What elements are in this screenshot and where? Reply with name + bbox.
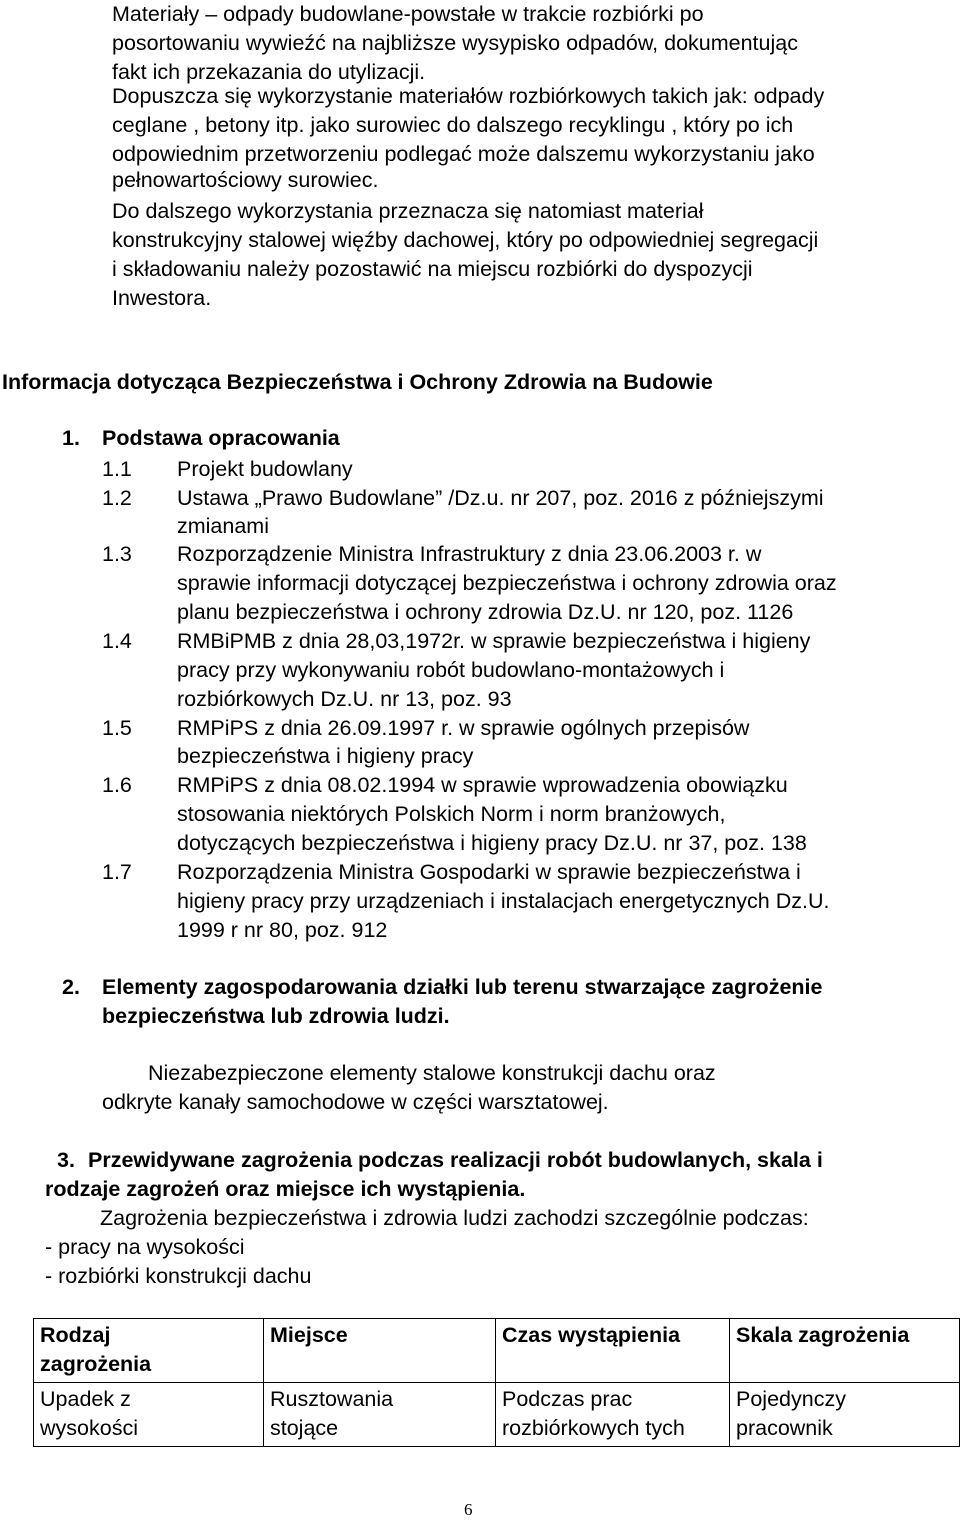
text-line: Do dalszego wykorzystania przeznacza się natomiast materiał	[112, 199, 704, 223]
list-item-number: 1.6	[102, 773, 132, 797]
section-body-text: Niezabezpieczone elementy stalowe konstrukcji dachu oraz	[148, 1061, 716, 1085]
section-heading: Przewidywane zagrożenia podczas realizacji robót budowlanych, skala i	[88, 1148, 823, 1172]
cell-text: wysokości	[40, 1416, 138, 1440]
table-cell	[34, 1383, 264, 1447]
table-header-cell	[496, 1319, 730, 1383]
list-item-text: Rozporządzenia Ministra Gospodarki w sprawie bezpieczeństwa i	[177, 860, 801, 884]
list-item-text: dotyczących bezpieczeństwa i higieny pracy Dz.U. nr 37, poz. 138	[177, 831, 807, 855]
section-heading: Podstawa opracowania	[102, 426, 340, 450]
section-heading: bezpieczeństwa lub zdrowia ludzi.	[102, 1004, 450, 1028]
section-body-text: odkryte kanały samochodowe w części warsztatowej.	[102, 1090, 609, 1114]
table-header-cell	[264, 1319, 496, 1383]
list-item-text: bezpieczeństwa i higieny pracy	[177, 744, 474, 768]
list-item-text: planu bezpieczeństwa i ochrony zdrowia Dz.U. nr 120, poz. 1126	[177, 600, 794, 624]
cell-text: Rusztowania	[270, 1387, 394, 1411]
text-line: konstrukcyjny stalowej więźby dachowej, który po odpowiedniej segregacji	[112, 228, 819, 252]
cell-text: pracownik	[736, 1416, 833, 1440]
table-header-cell	[34, 1319, 264, 1383]
list-item-text: Ustawa „Prawo Budowlane” /Dz.u. nr 207, poz. 2016 z późniejszymi	[177, 486, 824, 510]
table-row	[34, 1383, 960, 1447]
text-line: pełnowartościowy surowiec.	[112, 168, 379, 192]
section-number: 3.	[57, 1148, 75, 1172]
cell-text: Pojedynczy	[736, 1387, 846, 1411]
list-item-number: 1.3	[102, 542, 132, 566]
section-heading: rodzaje zagrożeń oraz miejsce ich wystąpienia.	[45, 1177, 526, 1201]
cell-text: Skala zagrożenia	[736, 1323, 910, 1347]
list-item-text: pracy przy wykonywaniu robót budowlano-montażowych i	[177, 658, 725, 682]
list-item-number: 1.5	[102, 716, 132, 740]
cell-text: Podczas prac	[502, 1387, 633, 1411]
list-item-text: rozbiórkowych Dz.U. nr 13, poz. 93	[177, 687, 512, 711]
text-line: i składowaniu należy pozostawić na miejscu rozbiórki do dyspozycji	[112, 257, 753, 281]
text-line: Materiały – odpady budowlane-powstałe w trakcie rozbiórki po	[112, 2, 704, 26]
cell-text: zagrożenia	[40, 1352, 152, 1376]
cell-text: Czas wystąpienia	[502, 1323, 681, 1347]
list-item-text: zmianami	[177, 514, 269, 538]
bioz-title: Informacja dotycząca Bezpieczeństwa i Ochrony Zdrowia na Budowie	[2, 370, 713, 394]
table-header-row	[34, 1319, 960, 1383]
text-line: Inwestora.	[112, 286, 212, 310]
text-line: Dopuszcza się wykorzystanie materiałów rozbiórkowych takich jak: odpady	[112, 84, 825, 108]
table-cell	[264, 1383, 496, 1447]
table-cell	[496, 1383, 730, 1447]
text-line: posortowaniu wywieźć na najbliższe wysypisko odpadów, dokumentując	[112, 31, 798, 55]
list-item-text: higieny pracy przy urządzeniach i instalacjach energetycznych Dz.U.	[177, 889, 830, 913]
page-number: 6	[464, 1500, 473, 1519]
section-number: 2.	[62, 975, 80, 999]
section-body-text: Zagrożenia bezpieczeństwa i zdrowia ludzi zachodzi szczególnie podczas:	[100, 1206, 809, 1230]
section-heading: Elementy zagospodarowania działki lub terenu stwarzające zagrożenie	[102, 975, 823, 999]
list-item-text: Projekt budowlany	[177, 457, 353, 481]
cell-text: rozbiórkowych tych	[502, 1416, 685, 1440]
list-item-text: 1999 r nr 80, poz. 912	[177, 918, 388, 942]
list-item-text: RMPiPS z dnia 26.09.1997 r. w sprawie ogólnych przepisów	[177, 716, 750, 740]
section-number: 1.	[62, 426, 80, 450]
list-item-text: RMPiPS z dnia 08.02.1994 w sprawie wprowadzenia obowiązku	[177, 773, 788, 797]
text-line: fakt ich przekazania do utylizacji.	[112, 60, 426, 84]
list-item-text: Rozporządzenie Ministra Infrastruktury z dnia 23.06.2003 r. w	[177, 542, 762, 566]
cell-text: Upadek z	[40, 1387, 131, 1411]
list-item-number: 1.1	[102, 457, 132, 481]
list-item-text: stosowania niektórych Polskich Norm i norm branżowych,	[177, 802, 726, 826]
section-body-text: - pracy na wysokości	[45, 1235, 245, 1259]
table-header-cell	[730, 1319, 960, 1383]
table-cell	[730, 1383, 960, 1447]
hazard-table	[33, 1318, 960, 1447]
list-item-number: 1.4	[102, 629, 132, 653]
list-item-text: sprawie informacji dotyczącej bezpieczeństwa i ochrony zdrowia oraz	[177, 571, 837, 595]
list-item-number: 1.7	[102, 860, 132, 884]
list-item-number: 1.2	[102, 486, 132, 510]
cell-text: Rodzaj	[40, 1323, 111, 1347]
section-body-text: - rozbiórki konstrukcji dachu	[45, 1264, 312, 1288]
cell-text: stojące	[270, 1416, 339, 1440]
cell-text: Miejsce	[270, 1323, 348, 1347]
list-item-text: RMBiPMB z dnia 28,03,1972r. w sprawie bezpieczeństwa i higieny	[177, 629, 811, 653]
text-line: ceglane , betony itp. jako surowiec do dalszego recyklingu , który po ich	[112, 113, 794, 137]
text-line: odpowiednim przetworzeniu podlegać może dalszemu wykorzystaniu jako	[112, 142, 815, 166]
